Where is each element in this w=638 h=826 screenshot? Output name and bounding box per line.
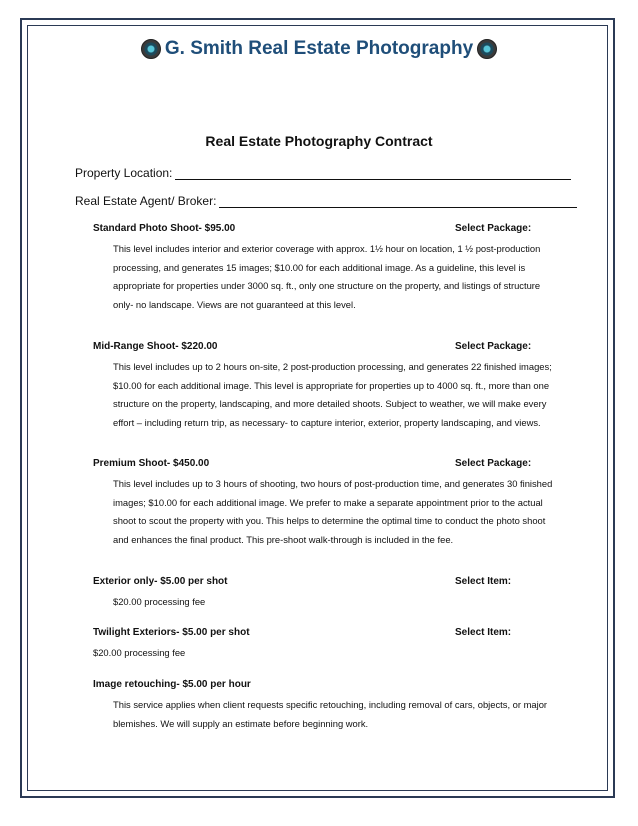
package-standard: [93, 223, 573, 314]
camera-lens-icon: [141, 39, 161, 59]
item-description: $20.00 processing fee: [93, 647, 186, 658]
package-description: This level includes up to 2 hours on-site, 2 post-production processing, and generates 22 finished images; $10.00 for each additional image. This level is appropriate for properties up to 4000 sq. ft., more than one structure on the property, landscaping, and more detailed shoots. Subject to weather, we will make every effort – including return trip, as necessary- to capture interior, exterior, property landscaping, and views.: [113, 361, 552, 428]
item-description: $20.00 processing fee: [113, 596, 206, 607]
select-package-label[interactable]: Select Package:: [455, 341, 532, 352]
property-location-line[interactable]: [175, 166, 571, 180]
item-image-retouching: [93, 679, 573, 733]
package-description: This level includes up to 3 hours of shooting, two hours of post-production time, and generates 30 finished images; $10.00 for each additional image. We prefer to make a separate appointment prior to the actual shoot to scout the property with you. This helps to determine the optimal time to conduct the photo shoot and enhances the final product. This pre-shoot walk-through is included in the fee.: [113, 478, 553, 545]
agent-broker-field: [75, 194, 577, 208]
contract-title: Real Estate Photography Contract: [205, 133, 433, 149]
select-package-label[interactable]: Select Package:: [455, 458, 532, 469]
item-name: Image retouching- $5.00 per hour: [93, 679, 251, 690]
property-location-field: [75, 166, 571, 180]
property-location-label: Property Location:: [75, 166, 173, 180]
select-package-label[interactable]: Select Package:: [455, 223, 532, 234]
package-name: Mid-Range Shoot- $220.00: [93, 341, 218, 352]
item-twilight-exteriors: [93, 627, 573, 663]
package-description: This level includes interior and exterior coverage with approx. 1½ hour on location, 1 ½ post-production processing, and generates 15 images; $10.00 for each additional image. As a guideline, this level is appropriate for properties under 3000 sq. ft., only one structure on the property, and listings of structure only- no landscape. Views are not guaranteed at this level.: [113, 243, 541, 310]
select-item-label[interactable]: Select Item:: [455, 627, 512, 638]
package-premium: [93, 458, 573, 549]
package-name: Premium Shoot- $450.00: [93, 458, 210, 469]
agent-broker-label: Real Estate Agent/ Broker:: [75, 194, 217, 208]
item-name: Twilight Exteriors- $5.00 per shot: [93, 627, 250, 638]
camera-lens-icon: [477, 39, 497, 59]
package-name: Standard Photo Shoot- $95.00: [93, 223, 236, 234]
agent-broker-line[interactable]: [219, 194, 577, 208]
letterhead: [0, 38, 638, 60]
item-name: Exterior only- $5.00 per shot: [93, 576, 228, 587]
package-mid-range: [93, 341, 573, 432]
select-item-label[interactable]: Select Item:: [455, 576, 512, 587]
company-title: G. Smith Real Estate Photography: [164, 38, 474, 59]
item-exterior-only: [93, 576, 573, 612]
item-description: This service applies when client requests specific retouching, including removal of cars, objects, or major blemishes. We will supply an estimate before beginning work.: [113, 699, 548, 729]
